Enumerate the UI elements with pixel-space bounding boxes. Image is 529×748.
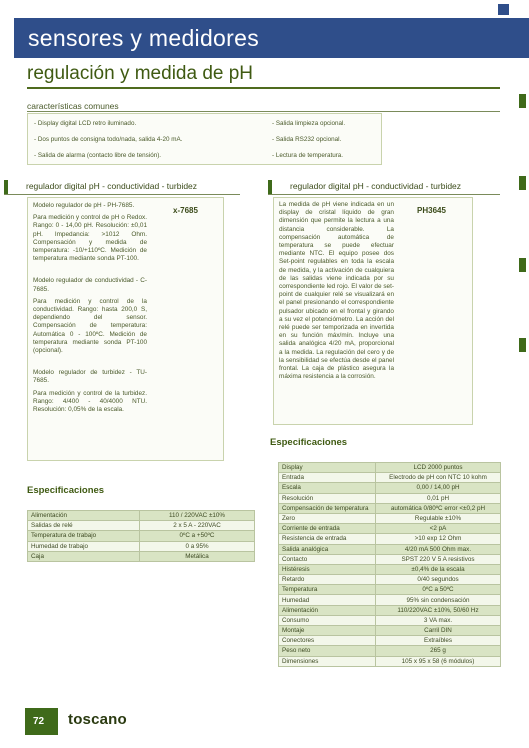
model-block: [33, 277, 147, 355]
spec-label: Zero: [279, 513, 376, 523]
common-label: características comunes: [27, 101, 119, 111]
margin-marker: [519, 258, 526, 272]
page-title: regulación y medida de pH: [27, 63, 254, 84]
table-row: [279, 656, 501, 666]
table-row: [279, 595, 501, 605]
left-product-title: regulador digital pH - conductividad - turbidez: [26, 181, 198, 191]
table-row: [28, 521, 255, 531]
header-bar: [268, 180, 272, 194]
common-feature: - Dos puntos de consigna todo/nada, salida 4-20 mA.: [34, 136, 183, 143]
spec-label: Salida analógica: [279, 544, 376, 554]
table-row: [279, 646, 501, 656]
spec-label: Contacto: [279, 554, 376, 564]
table-row: [28, 511, 255, 521]
spec-value: SPST 220 V 5 A resistivos: [376, 554, 501, 564]
common-feature: - Display digital LCD retro iluminado.: [34, 120, 137, 127]
spec-label: Escala: [279, 483, 376, 493]
table-row: [28, 551, 255, 561]
table-row: [279, 636, 501, 646]
spec-label: Display: [279, 463, 376, 473]
common-feature: - Salida limpieza opcional.: [272, 120, 346, 127]
spec-label: Retardo: [279, 575, 376, 585]
table-row: [279, 524, 501, 534]
spec-label: Montaje: [279, 626, 376, 636]
model-block: [33, 202, 147, 263]
spec-label: Alimentación: [279, 605, 376, 615]
spec-value: 4/20 mA 500 Ohm max.: [376, 544, 501, 554]
right-description: La medida de pH viene indicada en un display de cristal líquido de gran dimensión que permite la lectura a una distancia considerable. La compensación automática de temperatura se puede efectuar mediante NTC. El equipo posee dos Set-point regulables en toda la escala de medida, y la activación de cualquiera de las salidas viene indicada por su correspondiente led rojo. El valor de set-point de cualquier relé se visualizará en el panel presionando el correspondiente pulsador ubicado en el frontal y girando a su vez el potenciómetro. La acción del relé puede ser temporizada en invertida en su función máx/mín. Incluye una salida analógica 4/20 mA, proporcional a la medida. La regulación del cero y de la sensibilidad se efectúa desde el panel frontal. La caja de plástico asegura la máxima resistencia a la corrosión.: [279, 201, 394, 381]
table-row: [279, 463, 501, 473]
brand-logo: toscano: [68, 711, 127, 728]
spec-value: Metálica: [140, 551, 255, 561]
spec-value: Extraíbles: [376, 636, 501, 646]
left-product-header: [4, 180, 240, 194]
table-row: [279, 575, 501, 585]
model-details: Para medición y control de la turbidez. Rango: 4/400 - 40/4000 NTU. Resolución: 0,05% de la escala.: [33, 389, 147, 414]
spec-label: Humedad de trabajo: [28, 541, 140, 551]
left-spec-title: Especificaciones: [27, 485, 105, 496]
right-spec-title: Especificaciones: [270, 437, 348, 448]
spec-value: 105 x 95 x 58 (6 módulos): [376, 656, 501, 666]
table-row: [279, 605, 501, 615]
common-feature: - Salida RS232 opcional.: [272, 136, 342, 143]
table-row: [279, 483, 501, 493]
right-product-header: [268, 180, 500, 194]
common-features-box: [27, 113, 382, 165]
header-square: [498, 4, 509, 15]
spec-value: 110/220VAC ±10%, 50/60 Hz: [376, 605, 501, 615]
spec-value: 110 / 220VAC ±10%: [140, 511, 255, 521]
table-row: [279, 473, 501, 483]
spec-value: ±0,4% de la escala: [376, 564, 501, 574]
section-tab-title: sensores y medidores: [28, 25, 259, 51]
model-details: Para medición y control de pH o Redox. Rango: 0 - 14,00 pH. Resolución: ±0,01 pH. Impedancia: >1012 Ohm. Compensación y medida de temperatura: -10/+110ºC. Medición de temperatura mediante sonda PT-100.: [33, 214, 147, 263]
spec-label: Conectores: [279, 636, 376, 646]
spec-label: Alimentación: [28, 511, 140, 521]
table-row: [28, 541, 255, 551]
spec-label: Caja: [28, 551, 140, 561]
right-model-code: PH3645: [417, 206, 446, 215]
table-row: [279, 615, 501, 625]
spec-value: 0ºC a 50ºC: [376, 585, 501, 595]
spec-label: Resolución: [279, 493, 376, 503]
margin-marker: [519, 176, 526, 190]
left-model-code: x-7685: [173, 206, 198, 215]
header-divider: [4, 194, 240, 195]
margin-marker: [519, 338, 526, 352]
spec-label: Resistencia de entrada: [279, 534, 376, 544]
common-feature: - Salida de alarma (contacto libre de tensión).: [34, 152, 162, 159]
spec-label: Salidas de relé: [28, 521, 140, 531]
spec-label: Temperatura: [279, 585, 376, 595]
left-description: [33, 202, 147, 420]
spec-value: >10 exp 12 Ohm: [376, 534, 501, 544]
header-divider: [268, 194, 500, 195]
table-row: [279, 534, 501, 544]
table-row: [279, 503, 501, 513]
table-row: [279, 564, 501, 574]
spec-value: automática 0/80ºC error <±0,2 pH: [376, 503, 501, 513]
section-tab: [14, 18, 529, 58]
spec-label: Peso neto: [279, 646, 376, 656]
page-number-tab: [25, 708, 58, 735]
model-name: Modelo regulador de conductividad - C-7685.: [33, 277, 147, 293]
spec-label: Temperatura de trabajo: [28, 531, 140, 541]
spec-value: 0,00 / 14,00 pH: [376, 483, 501, 493]
header-bar: [4, 180, 8, 194]
spec-label: Dimensiones: [279, 656, 376, 666]
common-divider: [27, 111, 500, 112]
spec-value: 0/40 segundos: [376, 575, 501, 585]
table-row: [279, 585, 501, 595]
spec-label: Humedad: [279, 595, 376, 605]
margin-marker: [519, 94, 526, 108]
page-number: 72: [33, 716, 45, 727]
spec-value: 95% sin condensación: [376, 595, 501, 605]
table-row: [279, 626, 501, 636]
spec-label: Compensación de temperatura: [279, 503, 376, 513]
spec-value: <2 pA: [376, 524, 501, 534]
spec-label: Corriente de entrada: [279, 524, 376, 534]
table-row: [28, 531, 255, 541]
left-spec-table: [27, 510, 255, 562]
spec-label: Consumo: [279, 615, 376, 625]
table-row: [279, 554, 501, 564]
spec-value: 265 g: [376, 646, 501, 656]
table-row: [279, 544, 501, 554]
spec-value: Regulable ±10%: [376, 513, 501, 523]
common-feature: - Lectura de temperatura.: [272, 152, 344, 159]
title-divider: [27, 87, 500, 89]
spec-value: 2 x 5 A - 220VAC: [140, 521, 255, 531]
spec-value: Electrodo de pH con NTC 10 kohm: [376, 473, 501, 483]
spec-value: 0 a 95%: [140, 541, 255, 551]
spec-value: 0,01 pH: [376, 493, 501, 503]
spec-value: Carril DIN: [376, 626, 501, 636]
spec-label: Histéresis: [279, 564, 376, 574]
spec-value: LCD 2000 puntos: [376, 463, 501, 473]
table-row: [279, 493, 501, 503]
spec-value: 3 VA max.: [376, 615, 501, 625]
right-spec-table: [278, 462, 501, 667]
spec-label: Entrada: [279, 473, 376, 483]
table-row: [279, 513, 501, 523]
model-block: [33, 369, 147, 414]
model-details: Para medición y control de la conductividad. Rango: hasta 200,0 S, dependiendo del sensor. Compensación de temperatura: Automática 0 - 100ºC. Medición de temperatura mediante sonda PT-100 (opcional).: [33, 297, 147, 355]
right-product-title: regulador digital pH - conductividad - turbidez: [290, 181, 462, 191]
model-name: Modelo regulador de pH - PH-7685.: [33, 202, 135, 209]
model-name: Modelo regulador de turbidez - TU-7685.: [33, 369, 147, 385]
spec-value: 0ºC a +50ºC: [140, 531, 255, 541]
